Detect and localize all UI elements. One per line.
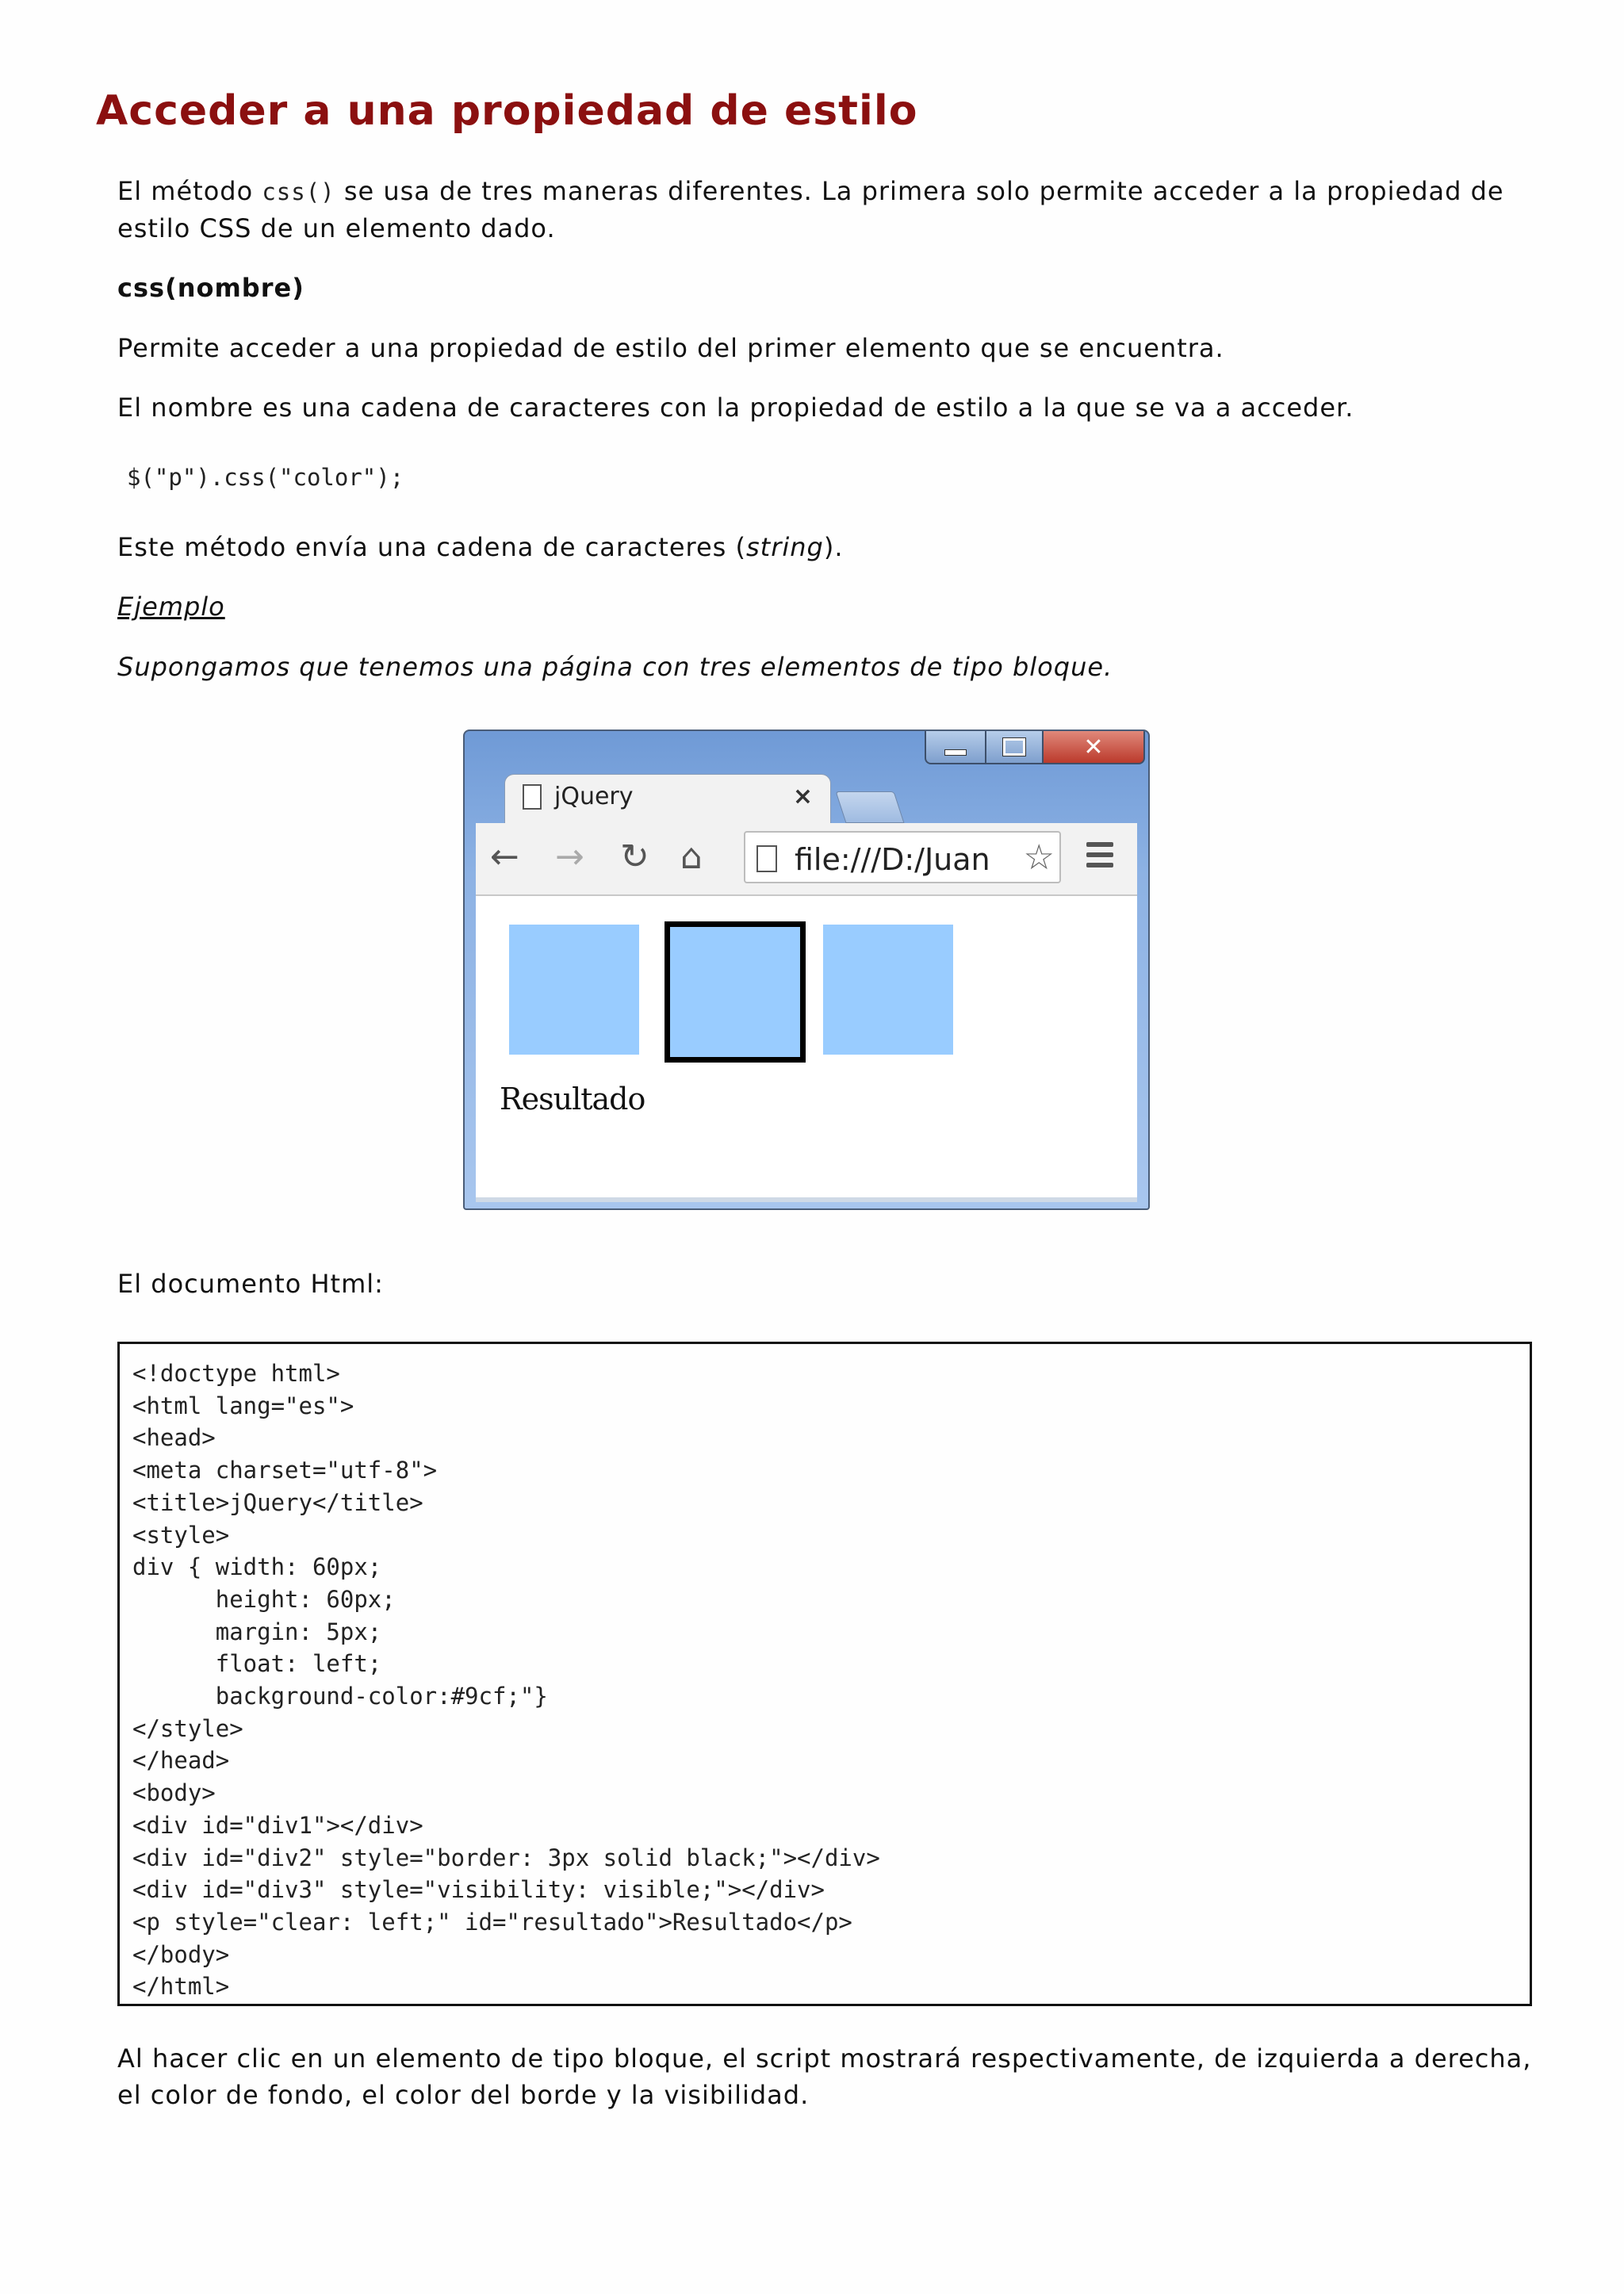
code-line: div { width: 60px; xyxy=(132,1553,382,1581)
code-line: <meta charset="utf-8"> xyxy=(132,1457,438,1484)
code-block xyxy=(117,1342,1532,2006)
closing-line2: el color de fondo, el color del borde y la visibilidad. xyxy=(117,2080,810,2110)
tab-title: jQuery xyxy=(554,783,634,810)
code-line: <div id="div2" style="border: 3px solid black;"></div> xyxy=(132,1844,880,1871)
maximize-button[interactable] xyxy=(986,731,1044,764)
tab-close-icon[interactable]: × xyxy=(792,783,813,810)
address-bar[interactable] xyxy=(744,831,1061,883)
address-url: file:///D:/Juan xyxy=(795,842,990,877)
page-document-icon xyxy=(756,845,777,872)
code-line: <head> xyxy=(132,1424,216,1452)
reload-icon[interactable]: ↻ xyxy=(620,837,649,877)
return-text-start: Este método envía una cadena de caracteres ( xyxy=(117,532,746,562)
intro-text-end: se usa de tres maneras diferentes. La primera solo permite acceder a la propiedad de xyxy=(335,176,1504,206)
method-signature: css(nombre) xyxy=(117,273,304,303)
code-line: <!doctype html> xyxy=(132,1360,340,1387)
new-tab-button[interactable] xyxy=(836,791,905,823)
code-line: <p style="clear: left;" id="resultado">Resultado</p> xyxy=(132,1908,852,1936)
code-line: <html lang="es"> xyxy=(132,1392,354,1419)
intro-text-line2: estilo CSS de un elemento dado. xyxy=(117,213,556,243)
code-listing xyxy=(132,1358,1530,2003)
code-line: </head> xyxy=(132,1747,230,1775)
forward-arrow-icon[interactable]: → xyxy=(555,837,584,877)
browser-screenshot xyxy=(463,730,1150,1210)
intro-paragraph xyxy=(117,173,1504,247)
block-div3[interactable] xyxy=(823,925,953,1055)
return-emphasis: string xyxy=(745,532,824,562)
back-arrow-icon[interactable]: ← xyxy=(490,837,519,877)
code-line: <div id="div1"></div> xyxy=(132,1811,423,1839)
code-snippet: $("p").css("color"); xyxy=(127,464,404,491)
minimize-icon xyxy=(944,749,967,756)
minimize-button[interactable] xyxy=(925,731,986,764)
html-document-label: El documento Html: xyxy=(117,1269,384,1299)
intro-text-start: El método xyxy=(117,176,262,206)
home-icon[interactable]: ⌂ xyxy=(680,837,703,877)
code-line: </html> xyxy=(132,1973,230,2001)
window-controls xyxy=(925,731,1145,766)
block-div1[interactable] xyxy=(509,925,639,1055)
code-line: <title>jQuery</title> xyxy=(132,1488,423,1516)
close-icon: ✕ xyxy=(1083,733,1104,761)
code-line: <style> xyxy=(132,1521,230,1549)
code-line: </style> xyxy=(132,1714,243,1742)
browser-tab[interactable] xyxy=(504,774,831,824)
code-line: background-color:#9cf;"} xyxy=(132,1683,548,1710)
maximize-icon xyxy=(1003,738,1025,756)
closing-line1: Al hacer clic en un elemento de tipo bloque, el script mostrará respectivamente, de izquierda a derecha, xyxy=(117,2043,1532,2074)
page-document-icon xyxy=(523,784,542,810)
result-text: Resultado xyxy=(500,1082,645,1116)
example-text: Supongamos que tenemos una página con tres elementos de tipo bloque. xyxy=(117,652,1113,682)
code-line: height: 60px; xyxy=(132,1585,396,1613)
close-window-button[interactable] xyxy=(1044,731,1145,764)
return-text-end: ). xyxy=(823,532,844,562)
page-title: Acceder a una propiedad de estilo xyxy=(96,87,918,135)
return-description xyxy=(117,529,843,565)
menu-icon[interactable] xyxy=(1086,842,1113,873)
block-div2[interactable] xyxy=(665,921,806,1063)
code-line: margin: 5px; xyxy=(132,1618,382,1645)
browser-toolbar xyxy=(476,823,1137,896)
example-label: Ejemplo xyxy=(117,592,225,622)
code-line: <div id="div3" style="visibility: visible;"></div> xyxy=(132,1876,825,1904)
code-line: float: left; xyxy=(132,1650,382,1678)
code-line: <body> xyxy=(132,1779,216,1807)
intro-inline-code: css() xyxy=(262,178,335,205)
code-line: </body> xyxy=(132,1940,230,1968)
bookmark-star-icon[interactable]: ☆ xyxy=(1023,837,1055,878)
browser-viewport xyxy=(476,896,1137,1202)
description-first: Permite acceder a una propiedad de estilo del primer elemento que se encuentra. xyxy=(117,333,1224,363)
closing-paragraph xyxy=(117,2040,1531,2113)
description-second: El nombre es una cadena de caracteres con la propiedad de estilo a la que se va a acceder. xyxy=(117,393,1354,423)
